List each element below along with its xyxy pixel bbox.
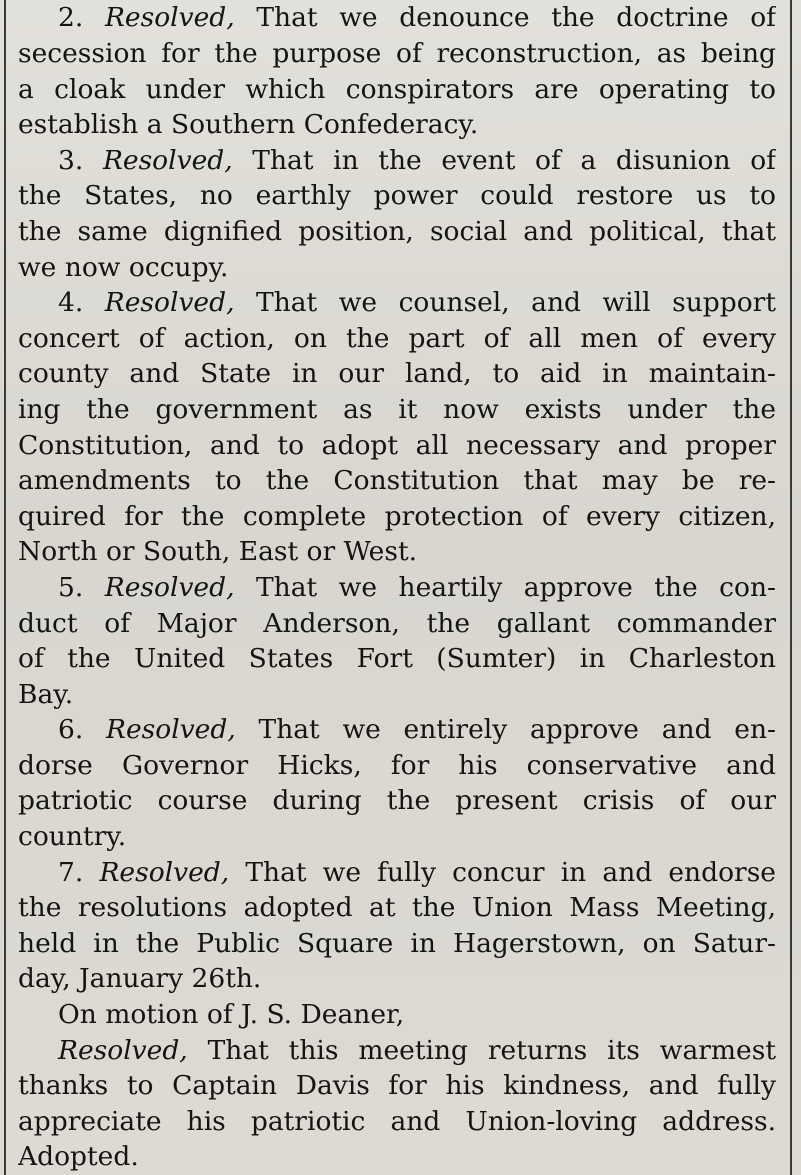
motion-line-2: thanks to Captain Davis for his kindness, and fully [18, 1070, 776, 1102]
motion-intro: On motion of J. S. Deaner, [58, 999, 405, 1031]
resolution-4-line-1: 4. Resolved, That we counsel, and will support [58, 287, 776, 319]
resolution-5-line-4: Bay. [18, 678, 74, 710]
column-rule-left [4, 0, 6, 1175]
resolution-6-line-1: 6. Resolved, That we entirely approve and en- [58, 714, 776, 746]
resolution-5-line-2: duct of Major Anderson, the gallant commander [18, 607, 776, 639]
resolution-4-line-2: concert of action, on the part of all men of every [18, 322, 776, 354]
resolution-3-line-4: we now occupy. [18, 251, 229, 283]
resolution-2-line-2: secession for the purpose of reconstruction, as being [18, 38, 776, 69]
resolution-6-line-4: country. [18, 821, 127, 853]
resolution-4-line-3: county and State in our land, to aid in maintain- [18, 358, 776, 390]
resolution-7-line-4: day, January 26th. [18, 963, 262, 995]
resolution-7-line-3: held in the Public Square in Hagerstown, on Satur- [18, 927, 776, 959]
resolution-5-line-1: 5. Resolved, That we heartily approve the con- [58, 571, 776, 603]
motion-line-4: Adopted. [18, 1141, 139, 1173]
resolution-6-line-3: patriotic course during the present crisis of our [18, 785, 776, 817]
resolution-5-line-3: of the United States Fort (Sumter) in Charleston [18, 643, 776, 675]
column-rule-right [790, 0, 792, 1175]
resolution-6-line-2: dorse Governor Hicks, for his conservative and [18, 749, 776, 781]
resolution-7-line-2: the resolutions adopted at the Union Mass Meeting, [18, 892, 776, 924]
motion-line-1: Resolved, That this meeting returns its warmest [58, 1034, 776, 1066]
resolution-4-line-8: North or South, East or West. [18, 536, 418, 568]
resolution-2-line-3: a cloak under which conspirators are operating to [18, 73, 776, 105]
resolution-3-line-1: 3. Resolved, That in the event of a disunion of [58, 144, 776, 176]
resolution-2-line-1: 2. Resolved, That we denounce the doctrine of [58, 2, 776, 33]
resolution-4-line-4: ing the government as it now exists under the [18, 393, 776, 425]
resolution-5 [18, 570, 776, 712]
resolution-2-line-4: establish a Southern Confederacy. [18, 109, 479, 141]
resolution-4-line-7: quired for the complete protection of every citizen, [18, 500, 776, 532]
motion-block [18, 997, 776, 1175]
resolution-7-line-1: 7. Resolved, That we fully concur in and endorse [58, 856, 776, 888]
resolution-6 [18, 712, 776, 854]
resolution-2 [18, 0, 776, 143]
resolution-3 [18, 143, 776, 285]
article-column [18, 0, 776, 1175]
resolution-4-line-6: amendments to the Constitution that may be re- [18, 465, 776, 497]
resolution-3-line-2: the States, no earthly power could restore us to [18, 180, 776, 212]
resolution-3-line-3: the same dignified position, social and political, that [18, 215, 776, 247]
resolution-4 [18, 285, 776, 570]
resolution-7 [18, 855, 776, 997]
motion-line-3: appreciate his patriotic and Union-loving address. [18, 1105, 776, 1137]
resolution-4-line-5: Constitution, and to adopt all necessary and proper [18, 429, 776, 461]
